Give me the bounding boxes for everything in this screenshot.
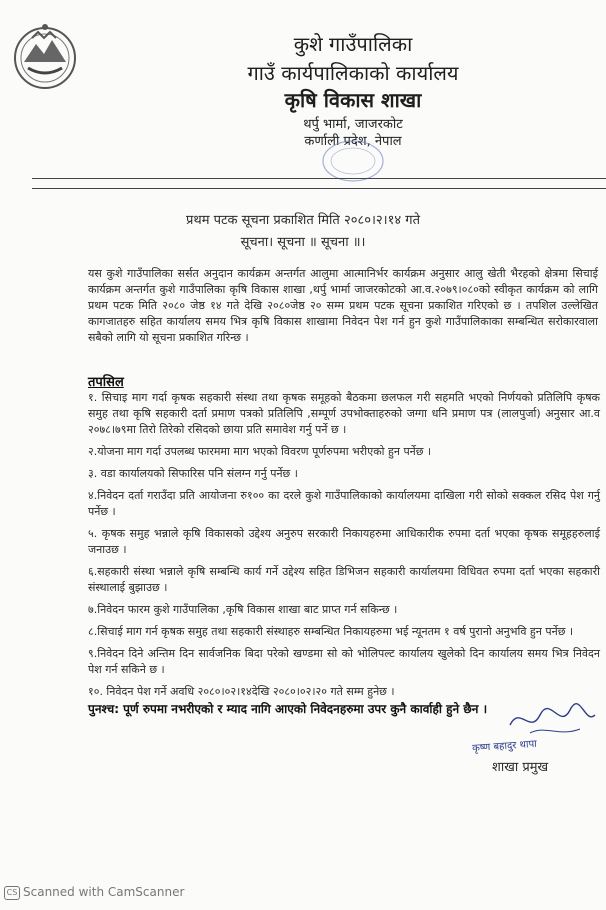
office-name-line: कुशे गाउँपालिका: [293, 32, 413, 56]
intro-paragraph: यस कुशे गाउँपालिका सर्सत अनुदान कार्यक्रम अन्तर्गत आलुमा आत्मानिर्भर कार्यक्रम अनुसार आलु खेती भैरहको क्षेत्रमा सिचाई कार्यक्रम अन्तर्गत कुशे गाउँपालिका कृषि विकास शाखा ,थर्पु भार्मा जाजरकोटको आ.व.२०७९।०८०को स्वीकृत कार्यक्रम को लागि प्रथम पटक मिति २०८० जेष्ठ १४ गते देखि २०८०जेष्ठ २० सम्म प्रथम पटक सूचना प्रकाशित गरिएको छ । तपशिल उल्लेखित कागजातहरु सहित कार्यालय समय भित्र कृषि विकास शाखामा निवेदन पेश गर्न हुन कुशे गाउँपालिकाका सम्बन्धित सरोकारवाला सबैको लागि यो सूचना प्रकाशित गरिन्छ ।: [88, 267, 598, 344]
list-item: ४.निवेदन दर्ता गराउँदा प्रति आयोजना रु१०० का दरले कुशे गाउँपालिकाको कार्यालयमा दाखिला गरी सोको सक्कल रसिद पेश गर्नु पर्नेछ ।: [88, 489, 600, 518]
province-line: कर्णाली प्रदेश, नेपाल: [304, 134, 402, 149]
header-divider-top: [32, 178, 606, 179]
office-subtitle-line: गाउँ कार्यपालिकाको कार्यालय: [247, 61, 459, 85]
signer-name: कृष्ण बहादुर थापा: [471, 738, 538, 755]
list-item: १०. निवेदन पेश गर्ने अवधि २०८०।०२।१४देखि २०८०।०२।२० गते सम्म हुनेछ ।: [88, 685, 395, 698]
branch-name: कृषि विकास शाखा: [284, 88, 422, 112]
list-item: ३. वडा कार्यालयको सिफारिस पनि संलग्न गर्नु पर्नेछ ।: [88, 467, 298, 480]
signer-title: शाखा प्रमुख: [492, 760, 549, 775]
notice-heading: सूचना। सूचना ॥ सूचना ॥।: [240, 235, 366, 250]
header-divider-bottom: [32, 188, 606, 189]
camscanner-icon: CS: [4, 886, 20, 900]
list-item: ७.निवेदन फारम कुशे गाउँपालिका ,कृषि विकास शाखा बाट प्राप्त गर्न सकिन्छ ।: [88, 603, 398, 616]
scanner-footer: [4, 885, 184, 900]
scanner-footer-text: Scanned with CamScanner: [23, 885, 185, 899]
list-item: ५. कृषक समुह भन्नाले कृषि विकासको उद्देश्य अनुरुप सरकारी निकायहरुमा आधिकारीक रुपमा दर्ता भएका कृषक समूहहरुलाई जनाउछ ।: [88, 527, 600, 556]
list-item: ८.सिचाई माग गर्न कृषक समुह तथा सहकारी संस्थाहरु सम्बन्धित निकायहरुमा भई न्यूनतम १ वर्ष पुरानो अनुभवि हुन पर्नेछ ।: [88, 625, 574, 638]
list-item: ६.सहकारी संस्था भन्नाले कृषि सम्बन्धि कार्य गर्ने उद्देश्य सहित डिभिजन सहकारी कार्यालयमा विधिवत रुपमा दर्ता भएका सहकारी संस्थालाई बुझाउछ ।: [88, 565, 600, 594]
notice-date-line: प्रथम पटक सूचना प्रकाशित मिति २०८०।२।१४ गते: [185, 213, 420, 228]
address-line: थर्पु भार्मा, जाजरकोट: [303, 117, 403, 132]
section-title: तपसिल: [88, 375, 124, 390]
list-item: १. सिचाइ माग गर्दा कृषक सहकारी संस्था तथा कृषक समूहको बैठकमा छलफल गरी सहमति भएको निर्णयको प्रतिलिपि कृषक समुह तथा कृषि सहकारी दर्ता प्रमाण पत्रको प्रतिलिपि ,सम्पूर्ण उपभोक्ताहरुको जग्गा धनि प्रमाण पत्र (लालपुर्जा) अनुसार आ.व २०७८।७९मा तिरो तिरेको रसिदको छाया प्रति समावेश गर्नु पर्ने छ ।: [88, 391, 600, 436]
list-item: ९.निवेदन दिने अन्तिम दिन सार्वजनिक बिदा परेको खण्डमा सो को भोलिपल्ट कार्यालय खुलेको दिन कार्यालय समय भित्र निवेदन पेश गर्न सकिने छ ।: [88, 647, 600, 676]
requirements-list: [88, 390, 600, 706]
final-note: पुनश्च: पूर्ण रुपमा नभरीएको र म्याद नागि आएको निवेदनहरुमा उपर कुनै कार्वाही हुने छैन ।: [88, 702, 488, 716]
list-item: २.योजना माग गर्दा उपलब्ध फारममा माग भएको विवरण पूर्णरुपमा भरीएको हुन पर्नेछ ।: [88, 445, 432, 458]
